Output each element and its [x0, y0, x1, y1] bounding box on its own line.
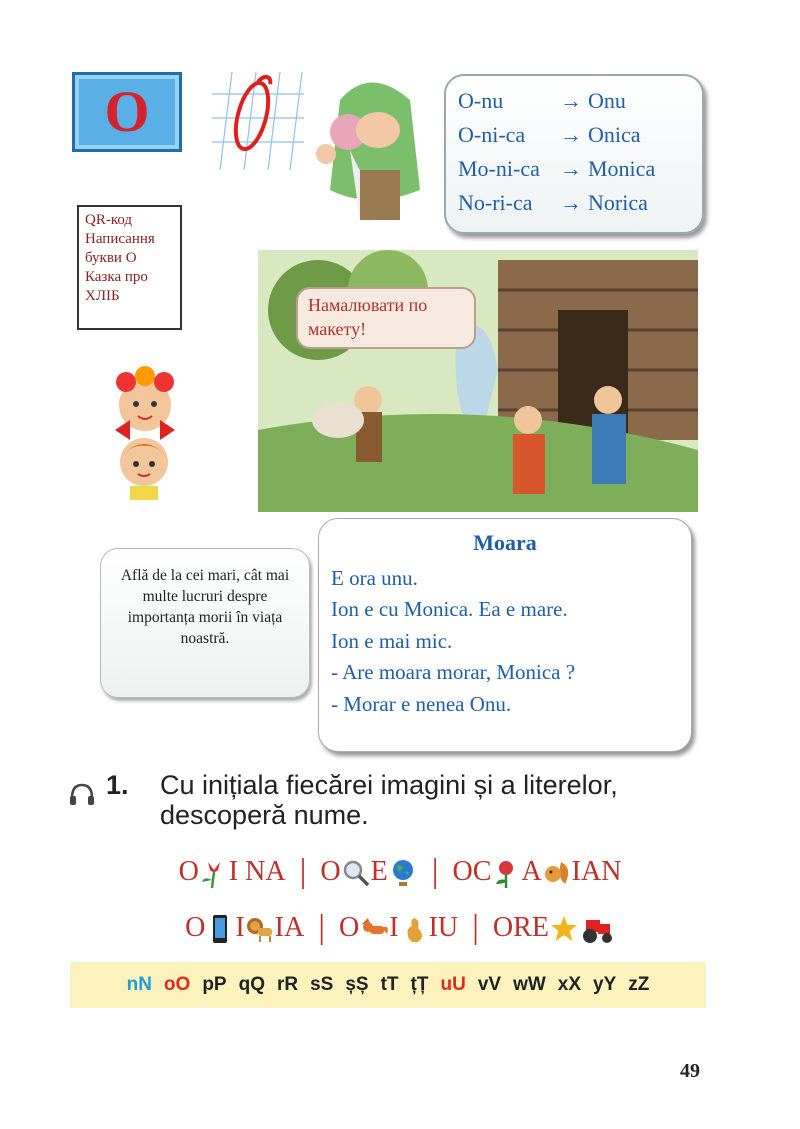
- story-title: Moara: [473, 530, 537, 555]
- syllable-row: [458, 84, 690, 118]
- exercise-text: Cu inițiala fiecărei imagini și a literelor, descoperă nume.: [160, 770, 618, 830]
- fox-icon: [360, 914, 388, 944]
- rose-icon: [492, 858, 520, 888]
- syllable-parts: Mo-ni-ca: [458, 156, 540, 181]
- qr-line: букви О: [85, 250, 137, 266]
- separator: |: [431, 853, 439, 890]
- alphabet-letter-pair: uU: [440, 974, 466, 995]
- globe-icon: [389, 858, 417, 888]
- syllable-word: Norica: [588, 190, 648, 215]
- arrow-icon: →: [560, 88, 582, 113]
- alphabet-letter-pair: sS: [310, 974, 334, 995]
- scene-speech-bubble: Намалювати по макету!: [296, 287, 476, 349]
- qr-line: Написання: [85, 231, 155, 247]
- rebus-name: ORE: [493, 912, 615, 945]
- arrow-icon: →: [560, 122, 582, 147]
- exercise-instruction: [106, 770, 720, 830]
- qr-line: ХЛІБ: [85, 288, 120, 304]
- rebus-name: O I NA: [178, 855, 286, 887]
- syllables-card: [444, 74, 704, 234]
- alphabet-letter-pair: qQ: [238, 974, 265, 995]
- phone-icon: [206, 914, 234, 944]
- story-line: - Are moara morar, Monica ?: [331, 660, 576, 684]
- syllable-row: [458, 186, 690, 220]
- separator: |: [472, 909, 479, 946]
- story-line: Ion e cu Monica. Ea e mare.: [331, 597, 568, 621]
- letter-card: [72, 72, 182, 152]
- alphabet-letter-pair: țȚ: [410, 974, 429, 995]
- letter-title: O: [104, 79, 150, 144]
- alphabet-letter-pair: rR: [276, 974, 299, 995]
- alphabet-letter-pair: xX: [557, 974, 582, 995]
- lion-icon: [246, 914, 274, 944]
- gnome-illustration: [300, 70, 440, 240]
- syllable-row: [458, 118, 690, 152]
- tip-note: Află de la cei mari, cât mai multe lucruri despre importanța morii în viața noastră.: [100, 548, 310, 698]
- syllable-word: Monica: [588, 156, 656, 181]
- qr-line: Казка про: [85, 269, 148, 285]
- story-card: [318, 518, 692, 752]
- exercise-number: 1.: [106, 770, 129, 800]
- boy-avatar-icon: [104, 430, 184, 500]
- story-line: Ion e mai mic.: [331, 628, 453, 653]
- alphabet-letter-pair: pP: [202, 974, 227, 995]
- tractor-icon: [580, 914, 614, 944]
- alphabet-letter-pair: șȘ: [345, 974, 369, 995]
- headphones-icon[interactable]: [68, 782, 96, 806]
- alphabet-letter-pair: yY: [593, 974, 617, 995]
- rebus-name: OC A IAN: [452, 855, 622, 887]
- story-line: E ora unu.: [331, 565, 418, 590]
- rebus-name: O I IU: [339, 911, 459, 943]
- handwriting-o-illustration: [212, 72, 304, 170]
- qr-line: QR-код: [85, 212, 133, 228]
- alphabet-letter-pair: oO: [163, 974, 191, 995]
- pear-icon: [400, 914, 428, 944]
- syllable-row: [458, 152, 690, 186]
- alphabet-letter-pair: vV: [477, 974, 502, 995]
- rebus-name: O I IA: [185, 911, 305, 943]
- syllable-parts: O-nu: [458, 88, 504, 113]
- syllable-word: Onica: [588, 122, 641, 147]
- arrow-icon: →: [560, 190, 582, 215]
- alphabet-strip: [70, 962, 706, 1008]
- rebus-row-1: [70, 850, 730, 894]
- separator: |: [299, 853, 307, 890]
- qr-code-box[interactable]: [77, 205, 182, 330]
- alphabet-letter-pair: tT: [380, 974, 399, 995]
- tulip-icon: [200, 858, 228, 888]
- syllable-word: Onu: [588, 88, 626, 113]
- star-icon: [550, 914, 578, 944]
- page-number: 49: [680, 1060, 700, 1082]
- alphabet-letter-pair: nN: [126, 974, 152, 995]
- separator: |: [318, 909, 325, 946]
- magnifier-icon: [342, 858, 370, 888]
- story-line: - Morar e nenea Onu.: [331, 691, 512, 716]
- alphabet-letter-pair: zZ: [628, 974, 650, 995]
- syllable-parts: O-ni-ca: [458, 122, 526, 147]
- alphabet-letter-pair: wW: [513, 974, 546, 995]
- rebus-name: O E: [320, 856, 417, 889]
- syllable-parts: No-ri-ca: [458, 190, 533, 215]
- arrow-icon: →: [560, 156, 582, 181]
- squirrel-icon: [543, 858, 571, 888]
- rebus-row-2: [70, 906, 730, 950]
